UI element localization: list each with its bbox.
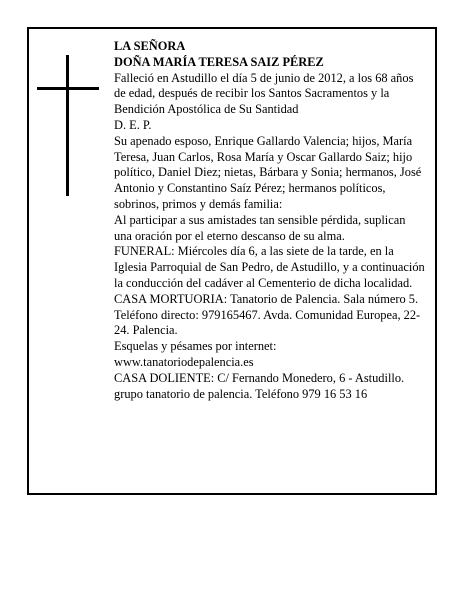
mortuary-details: CASA MORTUORIA: Tanatorio de Palencia. Sala número 5. Teléfono directo: 979165467. Avda. Comunidad Europea, 22-24. Palencia. <box>114 291 421 338</box>
funeral-details: FUNERAL: Miércoles día 6, a las siete de la tarde, en la Iglesia Parroquial de San Pedro, de Astudillo, y a continuación la conducción del cadáver al Cementerio de dicha localidad. <box>114 244 425 290</box>
prayer-request: Al participar a sus amistades tan sensible pérdida, suplican una oración por el eterno descanso de su alma. <box>114 212 406 243</box>
obituary-text <box>114 39 426 402</box>
deceased-title: LA SEÑORA <box>114 39 186 53</box>
death-announcement: Falleció en Astudillo el día 5 de junio de 2012, a los 68 años de edad, después de recibir los Santos Sacramentos y la Bendición Apostólica de Su Santidad <box>114 70 414 117</box>
funeral-home-contact: grupo tanatorio de palencia. Teléfono 979 16 53 16 <box>114 386 368 401</box>
family-list: Su apenado esposo, Enrique Gallardo Valencia; hijos, María Teresa, Juan Carlos, Rosa María y Oscar Gallardo Saiz; hijo político, Daniel Diez; nietas, Bárbara y Sonia; hermanos, José Antonio y Constantino Saíz Pérez; hermanos políticos, sobrinos, primos y demás familia: <box>114 133 422 211</box>
cross-icon <box>66 55 69 196</box>
online-condolences: Esquelas y pésames por internet: www.tanatoriodepalencia.es <box>114 339 277 369</box>
deceased-name: DOÑA MARÍA TERESA SAIZ PÉREZ <box>114 54 324 69</box>
rip-line: D. E. P. <box>114 117 152 132</box>
family-home: CASA DOLIENTE: C/ Fernando Monedero, 6 - Astudillo. <box>114 370 405 385</box>
cross-icon-bar <box>37 87 99 90</box>
